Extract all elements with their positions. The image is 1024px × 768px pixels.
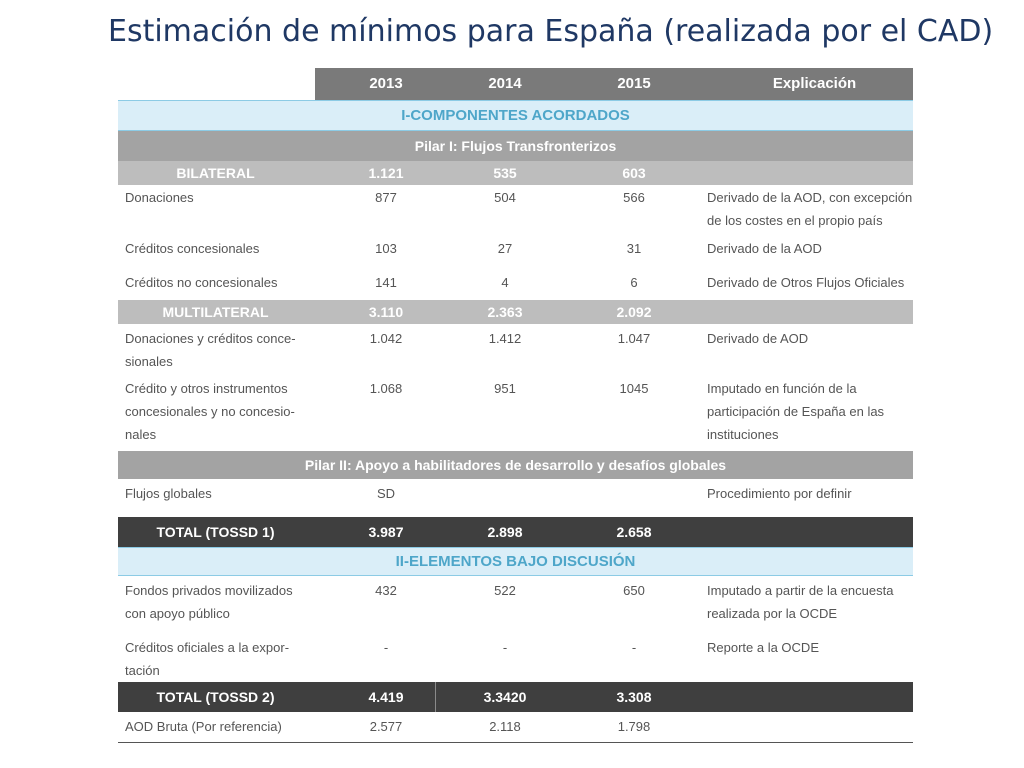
table-row: Créditos no concesionales 141 4 6 Derivado de Otros Flujos Oficiales <box>125 275 905 290</box>
table-row: Fondos privados movilizados con apoyo público 432 522 650 Imputado a partir de la encuesta realizada por la OCDE <box>125 583 894 621</box>
col-2013: 2013 <box>369 75 403 92</box>
table-row: Crédito y otros instrumentos concesionales y no concesio- nales 1.068 951 1045 Imputado en función de la participación de España en las instituciones <box>125 381 885 442</box>
pilar-2-header: Pilar II: Apoyo a habilitadores de desarrollo y desafíos globales <box>118 451 913 479</box>
page-title: Estimación de mínimos para España (realizada por el CAD) <box>108 14 994 49</box>
section-componentes: I-COMPONENTES ACORDADOS <box>118 100 913 131</box>
estimation-table <box>118 68 913 743</box>
table-row: Créditos oficiales a la expor- tación - - - Reporte a la OCDE <box>125 640 819 678</box>
section-discusion: II-ELEMENTOS BAJO DISCUSIÓN <box>118 547 913 576</box>
pilar-1-header: Pilar I: Flujos Transfronterizos <box>118 131 913 161</box>
table-row: Créditos concesionales 103 27 31 Derivado de la AOD <box>125 241 822 256</box>
bilateral-row: BILATERAL 1.121 535 603 <box>118 161 913 185</box>
table-bottom-rule <box>118 742 913 743</box>
total-tossd-1-row: TOTAL (TOSSD 1) 3.987 2.898 2.658 <box>118 517 913 547</box>
col-explicacion: Explicación <box>772 75 857 92</box>
col-2015: 2015 <box>617 75 651 92</box>
total-tossd-2-row: TOTAL (TOSSD 2) 4.419 3.3420 3.308 <box>118 682 913 712</box>
col-2014: 2014 <box>488 75 522 92</box>
table-row: Donaciones 877 504 566 Derivado de la AOD, con excepción de los costes en el propio país <box>125 190 913 228</box>
table-row: AOD Bruta (Por referencia) 2.577 2.118 1.798 <box>125 719 651 734</box>
multilateral-row: MULTILATERAL 3.110 2.363 2.092 <box>118 300 913 324</box>
table-row: Donaciones y créditos conce- sionales 1.042 1.412 1.047 Derivado de AOD <box>125 331 809 369</box>
table-row: Flujos globales SD Procedimiento por definir <box>125 486 852 501</box>
table-header <box>118 68 913 100</box>
